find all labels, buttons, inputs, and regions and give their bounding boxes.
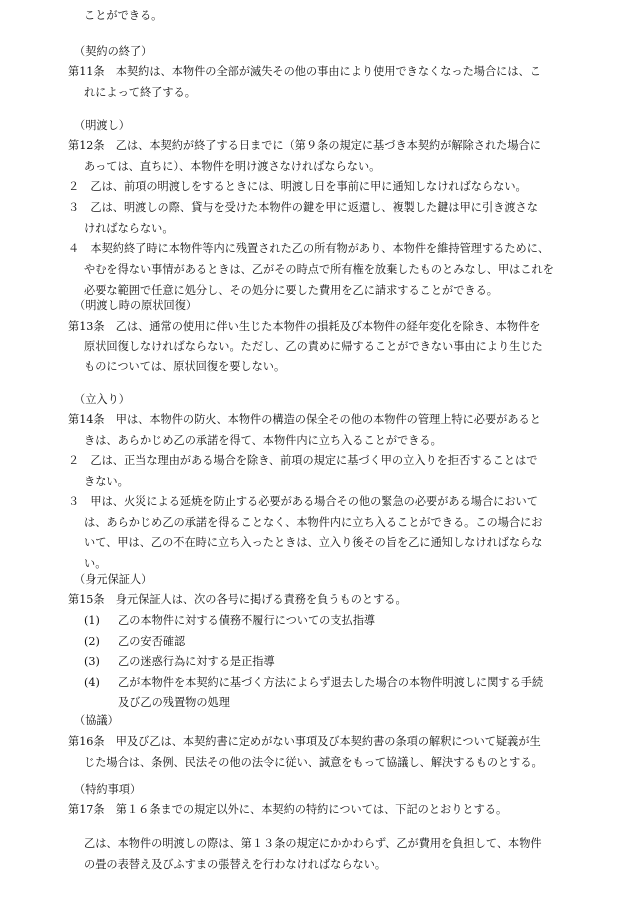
article10-continuation: ことができる。	[84, 9, 163, 22]
article-14-3-cont3: い。	[84, 557, 107, 570]
item-1-number: (1)	[84, 614, 100, 627]
article-14: 第14条 甲は、本物件の防火、本物件の構造の保全その他の本物件の管理上特に必要があると	[68, 413, 541, 426]
article-12-4: ４ 本契約終了時に本物件等内に残置された乙の所有物があり、本物件を維持管理するために、	[68, 242, 550, 255]
article-14-2: ２ 乙は、正当な理由がある場合を除き、前項の規定に基づく甲の立入りを拒否することはで	[68, 454, 538, 467]
article-15: 第15条 身元保証人は、次の各号に掲げる責務を負うものとする。	[68, 593, 407, 606]
heading-art16: （協議）	[74, 714, 119, 727]
article-12-cont: あっては、直ちに）、本物件を明け渡さなければならない。	[84, 160, 381, 173]
article-14-3: ３ 甲は、火災による延焼を防止する必要がある場合その他の緊急の必要がある場合において	[68, 495, 538, 508]
article-12-3: ３ 乙は、明渡しの際、貸与を受けた本物件の鍵を甲に返還し、複製した鍵は甲に引き渡さな	[68, 201, 538, 214]
item-4-number: (4)	[84, 676, 100, 689]
heading-art17: （特約事項）	[74, 783, 142, 796]
article-14-2-cont: きない。	[84, 475, 129, 488]
article-16-cont: じた場合は、条例、民法その他の法令に従い、誠意をもって協議し、解決するものとする。	[84, 756, 543, 769]
article-11-cont: れによって終了する。	[84, 86, 196, 99]
item-2-text: 乙の安否確認	[118, 635, 186, 648]
article-13: 第13条 乙は、通常の使用に伴い生じた本物件の損耗及び本物件の経年変化を除き、本物件を	[68, 320, 541, 333]
heading-art11: （契約の終了）	[74, 45, 153, 58]
special-clause-cont: の畳の表替え及びふすまの張替えを行わなければならない。	[84, 858, 387, 871]
article-12-4-cont2: 必要な範囲で任意に処分し、その処分に要した費用を乙に請求することができる。	[84, 284, 498, 297]
special-clause: 乙は、本物件の明渡しの際は、第１３条の規定にかかわらず、乙が費用を負担して、本物件	[84, 837, 542, 850]
item-3-text: 乙の迷惑行為に対する是正指導	[118, 655, 275, 668]
article-13-cont1: 原状回復しなければならない。ただし、乙の責めに帰することができない事由により生じた	[84, 340, 543, 353]
article-14-3-cont2: いて、甲は、乙の不在時に立ち入ったときは、立入り後その旨を乙に通知しなければならな	[84, 536, 543, 549]
item-4-cont: 及び乙の残置物の処理	[118, 696, 230, 709]
article-17: 第17条 第１６条までの規定以外に、本契約の特約については、下記のとおりとする。	[68, 803, 508, 816]
item-4-text: 乙が本物件を本契約に基づく方法によらず退去した場合の本物件明渡しに関する手続	[118, 676, 544, 689]
heading-art13: （明渡し時の原状回復）	[74, 299, 198, 312]
article-11: 第11条 本契約は、本物件の全部が滅失その他の事由により使用できなくなった場合には、こ	[68, 65, 541, 78]
heading-art15: （身元保証人）	[74, 573, 153, 586]
article-14-cont: きは、あらかじめ乙の承諾を得て、本物件内に立ち入ることができる。	[84, 434, 442, 447]
item-3-number: (3)	[84, 655, 100, 668]
article-14-3-cont1: は、あらかじめ乙の承諾を得ることなく、本物件内に立ち入ることができる。この場合にお	[84, 516, 543, 529]
article-12-2: ２ 乙は、前項の明渡しをするときには、明渡し日を事前に甲に通知しなければならない。	[68, 180, 527, 193]
heading-art14: （立入り）	[74, 393, 130, 406]
article-12-4-cont1: やむを得ない事情があるときは、乙がその時点で所有権を放棄したものとみなし、甲はこれを	[84, 263, 554, 276]
heading-art12: （明渡し）	[74, 119, 130, 132]
item-1-text: 乙の本物件に対する債務不履行についての支払指導	[118, 614, 376, 627]
article-13-cont2: ものについては、原状回復を要しない。	[84, 360, 286, 373]
article-16: 第16条 甲及び乙は、本契約書に定めがない事項及び本契約書の条項の解釈について疑義が生	[68, 735, 541, 748]
article-12: 第12条 乙は、本契約が終了する日までに（第９条の規定に基づき本契約が解除された場合に	[68, 139, 541, 152]
article-12-3-cont: ければならない。	[84, 222, 174, 235]
item-2-number: (2)	[84, 635, 100, 648]
